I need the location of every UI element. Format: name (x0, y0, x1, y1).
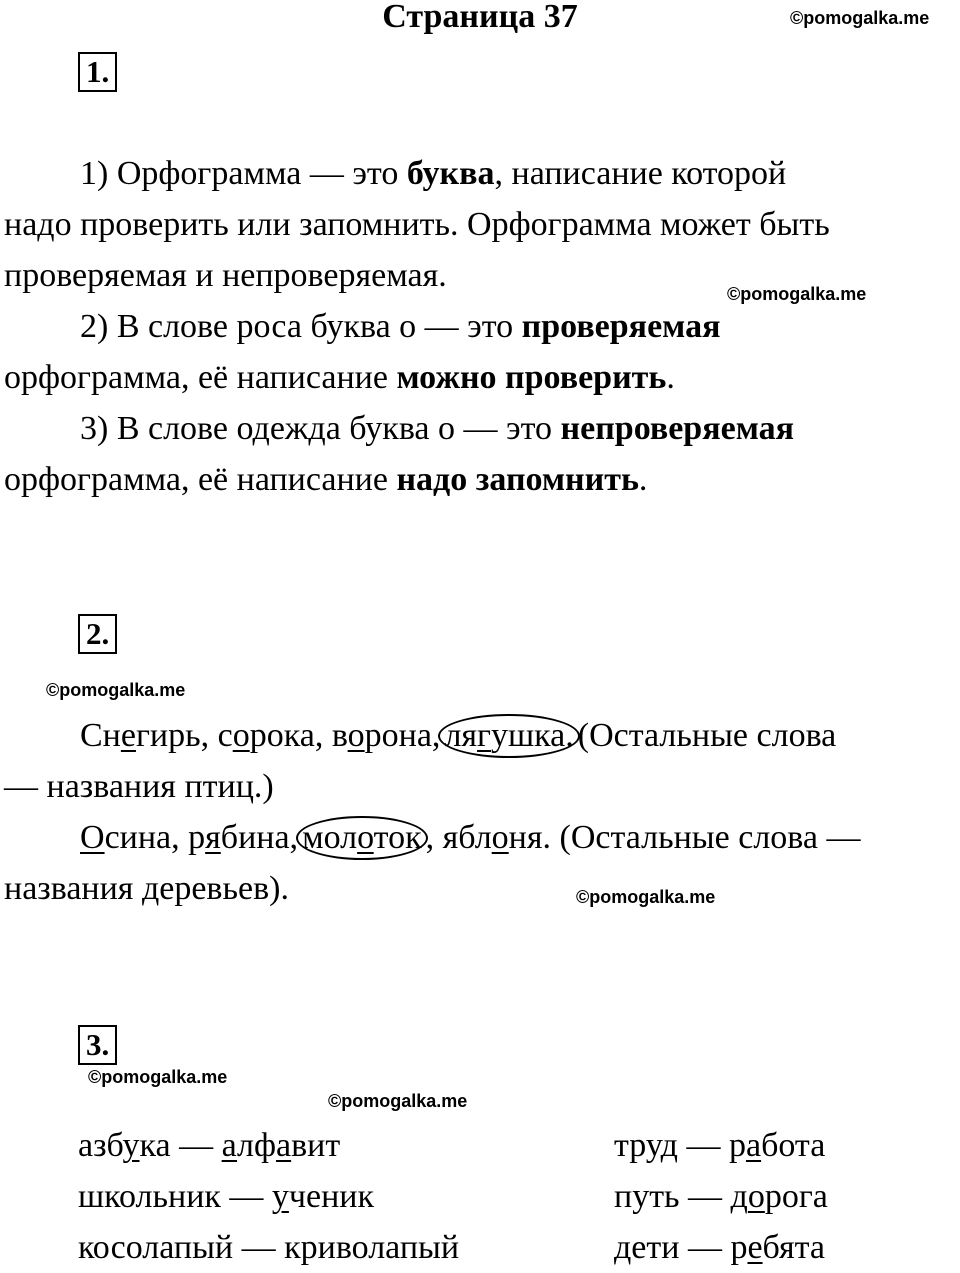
text-line (4, 454, 954, 505)
text-span: , написание которой (494, 155, 787, 192)
synonym-pair (614, 1171, 828, 1222)
bold-term: проверяемая (521, 308, 721, 345)
task-number: 2. (78, 614, 117, 654)
text-span: бята (762, 1229, 826, 1266)
task1-text (4, 148, 954, 505)
text-span: труд — р (614, 1127, 746, 1164)
text-line (4, 710, 959, 761)
watermark: ©pomogalka.me (576, 887, 716, 907)
bold-term: надо запомнить (396, 461, 639, 498)
underlined-letter: о (357, 819, 374, 856)
task-number: 3. (78, 1025, 117, 1065)
watermark: ©pomogalka.me (88, 1067, 228, 1087)
text-span: 2) В слове роса буква о — это (80, 308, 522, 345)
text-span: вит (291, 1127, 341, 1164)
text-span: ченик (288, 1178, 375, 1215)
text-span: рока, в (249, 717, 348, 754)
bold-term: буква (406, 155, 495, 192)
text-span: ка — (139, 1127, 222, 1164)
underlined-letter: а (745, 1127, 762, 1164)
page-title: Страница 37 (382, 0, 578, 35)
underlined-letter: е (747, 1229, 763, 1266)
circled-word (438, 714, 579, 758)
text-span: орфограмма, её написание (4, 461, 397, 498)
text-line: названия деревьев). (4, 870, 289, 907)
text-line: надо проверить или запомнить. Орфограмма может быть (4, 206, 830, 243)
text-span: лф (237, 1127, 277, 1164)
watermark: ©pomogalka.me (727, 284, 867, 304)
underlined-letter: а (221, 1127, 238, 1164)
watermark: ©pomogalka.me (46, 680, 186, 700)
bold-term: можно проверить (396, 359, 667, 396)
underlined-letter: у (271, 1178, 289, 1215)
text-line (4, 301, 954, 352)
underlined-letter: о (232, 717, 250, 754)
text-span: (Остальные слова (577, 717, 837, 754)
text-span: ушка. (491, 717, 574, 754)
synonym-pair (78, 1120, 459, 1171)
synonym-pair (78, 1171, 459, 1222)
synonym-pair: косолапый — криволапый (78, 1229, 460, 1266)
text-span: . (666, 359, 675, 396)
underlined-letter: о (747, 1178, 765, 1215)
text-line: проверяемая и непроверяемая. (4, 257, 447, 294)
underlined-letter: а (276, 1127, 292, 1164)
text-line (4, 812, 959, 863)
text-span: бина, (220, 819, 299, 856)
task2-text (4, 710, 959, 914)
text-span: сина, р (104, 819, 206, 856)
text-span: рога (764, 1178, 828, 1215)
synonym-pair (614, 1120, 828, 1171)
underlined-letter: О (80, 819, 105, 856)
underlined-letter: о (491, 819, 509, 856)
underlined-letter: я (205, 819, 221, 856)
text-span: . (638, 461, 648, 498)
text-span: рона, (364, 717, 441, 754)
underlined-letter: у (122, 1127, 140, 1164)
underlined-letter: г (477, 717, 491, 754)
synonym-column-left (78, 1120, 459, 1273)
bold-term: непроверяемая (560, 410, 795, 447)
watermark: ©pomogalka.me (790, 8, 930, 28)
text-span: школьник — (78, 1178, 272, 1215)
underlined-letter: е (120, 717, 136, 754)
text-span: ля (444, 717, 478, 754)
text-span: Сн (80, 717, 121, 754)
text-span: ня. (Остальные слова — (508, 819, 861, 856)
text-span: 1) Орфограмма — это (80, 155, 407, 192)
text-span: бота (761, 1127, 826, 1164)
text-line: — названия птиц.) (4, 768, 274, 805)
text-line (4, 403, 954, 454)
text-span: мол (302, 819, 358, 856)
circled-word (296, 816, 428, 860)
text-span: азб (78, 1127, 123, 1164)
text-span: ток (373, 819, 422, 856)
task-number: 1. (78, 52, 117, 92)
synonym-pair (614, 1222, 828, 1273)
text-span: 3) В слове одежда буква о — это (80, 410, 561, 447)
text-span: гирь, с (135, 717, 233, 754)
watermark: ©pomogalka.me (328, 1091, 468, 1111)
synonym-column-right (614, 1120, 828, 1273)
text-span: путь — д (614, 1178, 748, 1215)
underlined-letter: о (347, 717, 365, 754)
text-line (4, 352, 954, 403)
text-span: орфограмма, её написание (4, 359, 397, 396)
text-line (4, 148, 954, 199)
text-span: , ябл (425, 819, 492, 856)
text-span: дети — р (614, 1229, 748, 1266)
